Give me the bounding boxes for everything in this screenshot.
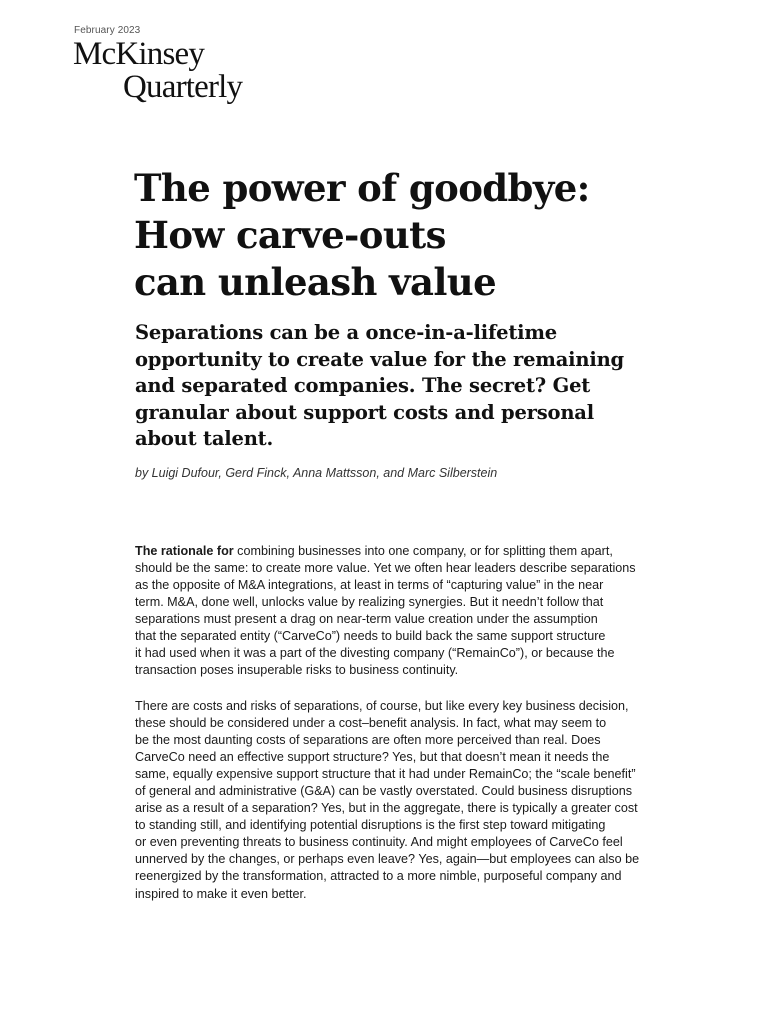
paragraph-line: should be the same: to create more value. Yet we often hear leaders describe separations: [135, 561, 636, 576]
paragraph-line: arise as a result of a separation? Yes, but in the aggregate, there is typically a greater cost: [135, 801, 638, 816]
paragraph-line: There are costs and risks of separations, of course, but like every key business decision,: [135, 699, 629, 713]
deck-line: granular about support costs and personal: [135, 400, 594, 424]
logo-line-mckinsey: McKinsey: [73, 36, 205, 72]
paragraph-line: be the most daunting costs of separations are often more perceived than real. Does: [135, 733, 601, 748]
title-line: The power of goodbye:: [134, 166, 590, 210]
deck-line: and separated companies. The secret? Get: [135, 374, 591, 397]
paragraph-line: that the separated entity (“CarveCo”) needs to build back the same support structure: [135, 629, 606, 644]
title-line: can unleash value: [134, 260, 497, 304]
deck-line: opportunity to create value for the remaining: [135, 347, 624, 371]
paragraph-line: inspired to make it even better.: [135, 886, 307, 901]
title-line: How carve-outs: [134, 213, 446, 257]
paragraph-line: unnerved by the changes, or perhaps even leave? Yes, again—but employees can also be: [135, 852, 640, 867]
article-title: [134, 165, 694, 306]
logo-line-quarterly: Quarterly: [123, 69, 243, 105]
paragraph-line: separations must present a drag on near-term value creation under the assumption: [135, 612, 598, 627]
body-paragraph-2: [135, 698, 725, 903]
paragraph-line: or even preventing threats to business continuity. And might employees of CarveCo feel: [135, 835, 623, 850]
paragraph-line: it had used when it was a part of the divesting company (“RemainCo”), or because the: [135, 646, 615, 661]
deck-line: Separations can be a once-in-a-lifetime: [135, 321, 557, 344]
paragraph-line: CarveCo need an effective support structure? Yes, but that doesn’t mean it needs the: [135, 750, 610, 765]
body-paragraph-1: [135, 543, 725, 679]
paragraph-line-rest: combining businesses into one company, or for splitting them apart,: [233, 544, 613, 558]
mckinsey-quarterly-logo: [73, 38, 242, 104]
paragraph-line: to standing still, and identifying potential disruptions is the first step toward mitigating: [135, 818, 606, 833]
article-deck: [135, 320, 675, 453]
paragraph-line: term. M&A, done well, unlocks value by realizing synergies. But it needn’t follow that: [135, 595, 604, 610]
paragraph-line: reenergized by the transformation, attracted to a more nimble, purposeful company and: [135, 869, 622, 884]
paragraph-line: [135, 543, 725, 560]
publication-date: February 2023: [74, 25, 141, 36]
paragraph-line: of general and administrative (G&A) can be vastly overstated. Could business disruptions: [135, 784, 633, 799]
paragraph-lead-in: The rationale for: [135, 544, 234, 558]
paragraph-line: these should be considered under a cost–benefit analysis. In fact, what may seem to: [135, 716, 607, 731]
paragraph-line: same, equally expensive support structure that it had under RemainCo; the “scale benefit”: [135, 767, 636, 782]
paragraph-line: transaction poses insuperable risks to business continuity.: [135, 663, 459, 678]
paragraph-line: as the opposite of M&A integrations, at least in terms of “capturing value” in the near: [135, 578, 604, 593]
deck-line: about talent.: [135, 427, 274, 450]
author-byline: by Luigi Dufour, Gerd Finck, Anna Mattsson, and Marc Silberstein: [135, 466, 498, 480]
